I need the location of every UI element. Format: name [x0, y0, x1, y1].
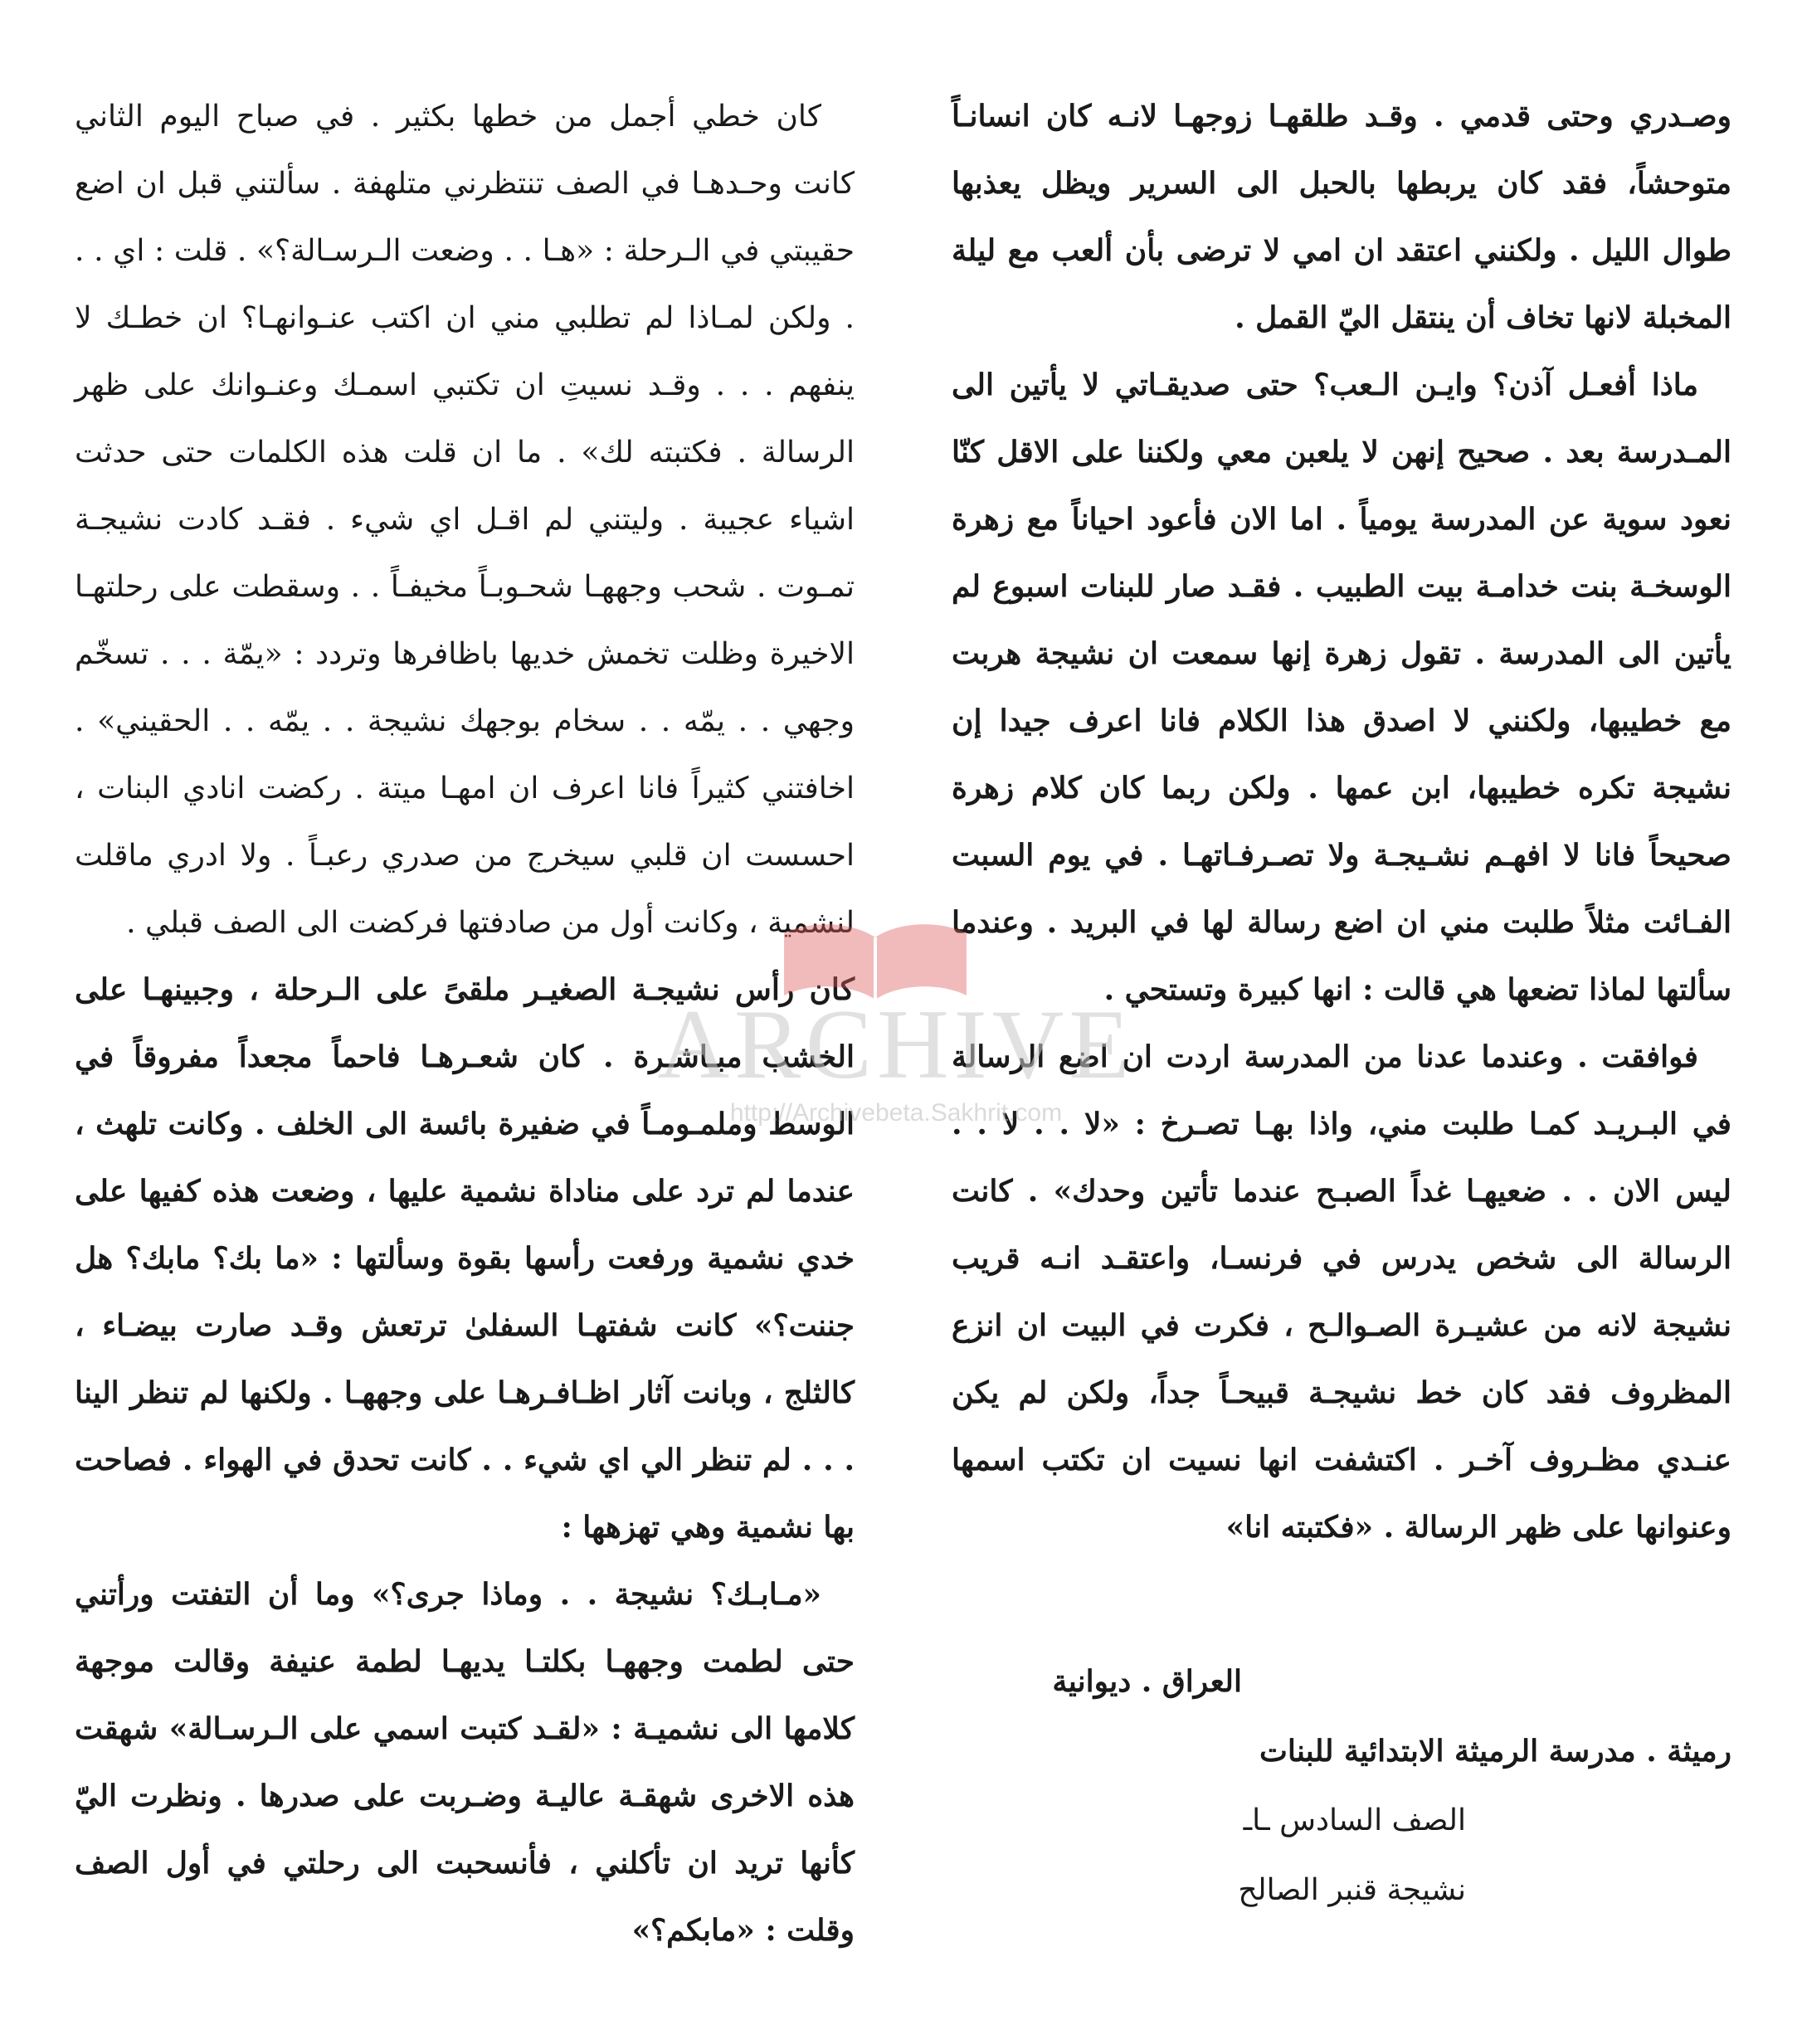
watermark-url: http://Archivebeta.Sakhrit.com	[729, 1099, 1063, 1127]
paragraph: «مـابـك؟ نشيجة . . وماذا جرى؟» وما أن التفتت ورأتني حتى لطمت وجههـا بكلتـا يديهـا لطمة عنيفة وقالت موجهة كلامها الى نشميـة : «لقـد كتبت اسمي على الـرسـالة» شهقت هذه الاخرى شهقـة عاليـة وضـربت على صدرها . ونظرت اليّ كأنها تريد ان تأكلني ، فأنسحبت الى رحلتي في أول الصف وقلت : «مابكم؟»	[75, 1577, 855, 1948]
right-column	[952, 83, 1731, 1561]
left-column	[75, 83, 855, 1964]
paragraph: كان خطي أجمل من خطها بكثير . في صباح اليوم الثاني كانت وحـدهـا في الصف تنتظرني متلهفة . سألتني قبل ان اضع حقيبتي في الـرحلة : «هـا . . وضعت الـرسـالة؟» . قلت : اي . . . ولكن لمـاذا لم تطلبي مني ان اكتب عنـوانهـا؟ ان خطـك لا ينفهم . . . وقـد نسيتِ ان تكتبي اسمـك وعنـوانك على ظهر الرسالة . فكتبته لك» . ما ان قلت هذه الكلمات حتى حدثت اشياء عجيبة . وليتني لم اقـل اي شيء . فقـد كادت نشيجـة تمـوت . شحب وجههـا شحـوبـاً مخيفـاً . . وسقطت على رحلتهـا الاخيرة وظلت تخمش خديها باظافرها وتردد : «يمّة . . . تسخّم وجهي . . يمّه . . سخام بوجهك نشيجة . . يمّه . . الحقيني» . اخافتني كثيراً فانا اعرف ان امهـا ميتة . ركضت انادي البنات ، احسست ان قلبي سيخرج من صدري رعبـاً . ولا ادري ماقلت لنشمية ، وكانت أول من صادفتها فركضت الى الصف قبلي .	[75, 100, 855, 940]
paragraph: فوافقت . وعندما عدنا من المدرسة اردت ان اضع الرسالة في البـريـد كمـا طلبت مني، واذا بهـا تصـرخ : «لا . . لا . . ليس الان . . ضعيهـا غداً الصبـح عندما تأتين وحدك» . كانت الرسالة الى شخص يدرس في فرنسـا، واعتقـد انـه قريب نشيجة لانه من عشيـرة الصـوالـح ، فكرت في البيت ان انزع المظروف فقد كان خط نشيجـة قبيحـاً جداً، ولكن لم يكن عنـدي مظـروف آخـر . اكتشفت انها نسيت ان تكتب اسمها وعنوانها على ظهر الرسالة . «فكتبته انا»	[952, 1039, 1731, 1545]
signature-grade: الصف السادس ـاـ	[1243, 1803, 1466, 1837]
signature-location: العراق . ديوانية	[1052, 1664, 1242, 1699]
paragraph: ماذا أفعـل آذن؟ وايـن الـعب؟ حتى صديقـاتي لا يأتين الى المـدرسة بعد . صحيح إنهن لا يلعبن معي ولكننا على الاقل كنّا نعود سوية عن المدرسة يومياً . اما الان فأعود احياناً مع زهرة الوسخـة بنت خدامـة بيت الطبيب . فقـد صار للبنات اسبوع لم يأتين الى المدرسة . تقول زهرة إنها سمعت ان نشيجة هربت مع خطيبها، ولكنني لا اصدق هذا الكلام فانا اعرف جيدا إن نشيجة تكره خطيبها، ابن عمها . ولكن ربما كان كلام زهرة صحيحاً فانا لا افهـم نشـيجـة ولا تصـرفـاتهـا . في يوم السبت الفـائت مثلاً طلبت مني ان اضع رسالة لها في البريد . وعندما سألتها لماذا تضعها هي قالت : انها كبيرة وتستحي .	[952, 367, 1731, 1007]
author-signature-block	[952, 1647, 1731, 1925]
signature-school: رميثة . مدرسة الرميثة الابتدائية للبنات	[1259, 1734, 1731, 1769]
paragraph: كان رأس نشيجـة الصغيـر ملقىً على الـرحلة ، وجبينهـا على الخشب مبـاشـرة . كان شعـرهـا فاحماً مجعداً مفروقاً في الوسط وملمـومـاً في ضفيرة بائسة الى الخلف . وكانت تلهث ، عندما لم ترد على مناداة نشمية عليها ، وضعت هذه كفيها على خدي نشمية ورفعت رأسها بقوة وسألتها : «ما بك؟ مابك؟ هل جننت؟» كانت شفتهـا السفلىٰ ترتعش وقـد صارت بيضـاء ، كالثلج ، وبانت آثار اظـافـرهـا على وجههـا . ولكنها لم تنظر الينا . . . لم تنظر الي اي شيء . . كانت تحدق في الهواء . فصاحت بها نشمية وهي تهزهها :	[75, 972, 855, 1545]
watermark-name: ARCHIVE	[657, 989, 1135, 1099]
paragraph: وصـدري وحتى قدمي . وقـد طلقهـا زوجهـا لانـه كان انسانـاً متوحشاً، فقد كان يربطها بالحبل الى السرير ويظل يعذبها طوال الليل . ولكنني اعتقد ان امي لا ترضى بأن ألعب مع ليلة المخبلة لانها تخاف أن ينتقل اليّ القمل .	[952, 99, 1731, 335]
signature-author-name: نشيجة قنبر الصالح	[1238, 1873, 1466, 1907]
